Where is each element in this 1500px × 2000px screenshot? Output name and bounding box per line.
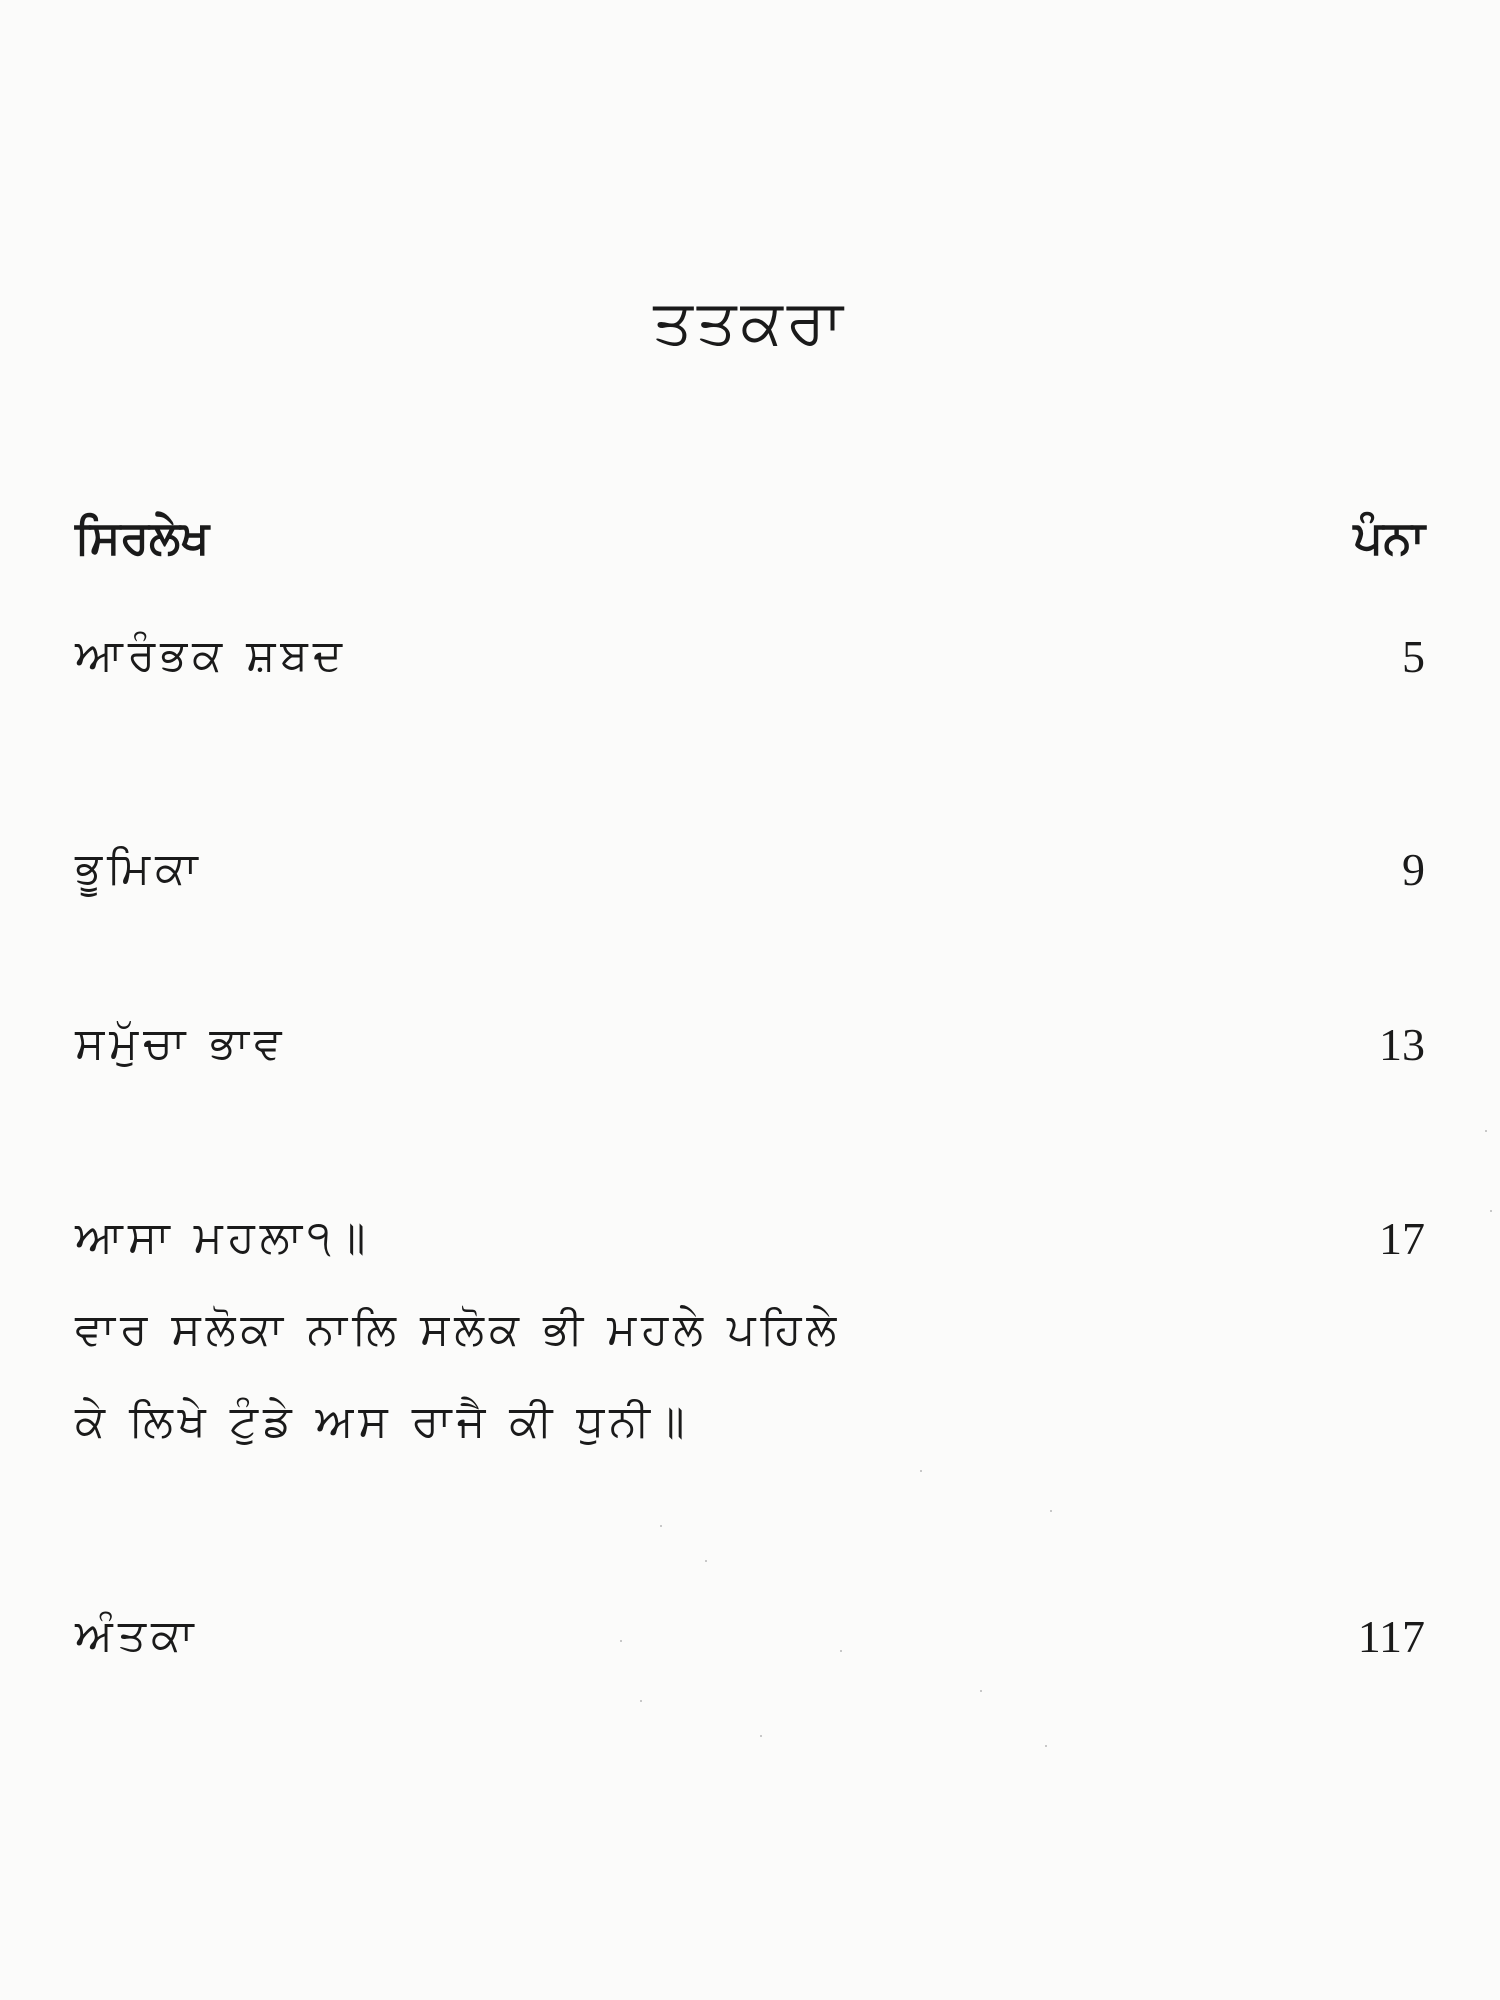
toc-entry-line: ਅੰਤਕਾ	[75, 1610, 199, 1661]
toc-entry-line: ਆਸਾ ਮਹਲਾ੧॥	[75, 1212, 371, 1263]
toc-entry-line: ਭੂਮਿਕਾ	[75, 843, 203, 894]
toc-entry-line: ਆਰੰਭਕ ਸ਼ਬਦ	[75, 630, 348, 681]
toc-entry-title	[75, 610, 347, 702]
toc-entry-line: ਕੇ ਲਿਖੇ ਟੁੰਡੇ ਅਸ ਰਾਜੈ ਕੀ ਧੁਨੀ॥	[75, 1396, 690, 1447]
toc-entry-line: ਵਾਰ ਸਲੋਕਾ ਨਾਲਿ ਸਲੋਕ ਭੀ ਮਹਲੇ ਪਹਿਲੇ	[75, 1304, 842, 1355]
toc-entry-page-number: 17	[1379, 1213, 1425, 1264]
toc-entry-title	[75, 1192, 841, 1468]
toc-entry-line: ਸਮੁੱਚਾ ਭਾਵ	[75, 1018, 287, 1069]
toc-entry-page-number: 9	[1402, 844, 1425, 895]
column-header-page: ਪੰਨਾ	[1353, 510, 1425, 564]
toc-entry-title	[75, 1590, 199, 1682]
toc-entry-page-number: 13	[1379, 1019, 1425, 1070]
toc-entry-page-number: 117	[1357, 1611, 1425, 1662]
column-header-title: ਸਿਰਲੇਖ	[75, 510, 210, 564]
toc-entry-page-number: 5	[1402, 631, 1425, 682]
toc-entry-title	[75, 998, 287, 1090]
toc-entry-title	[75, 823, 203, 915]
page-title: ਤਤਕਰਾ	[653, 285, 847, 358]
